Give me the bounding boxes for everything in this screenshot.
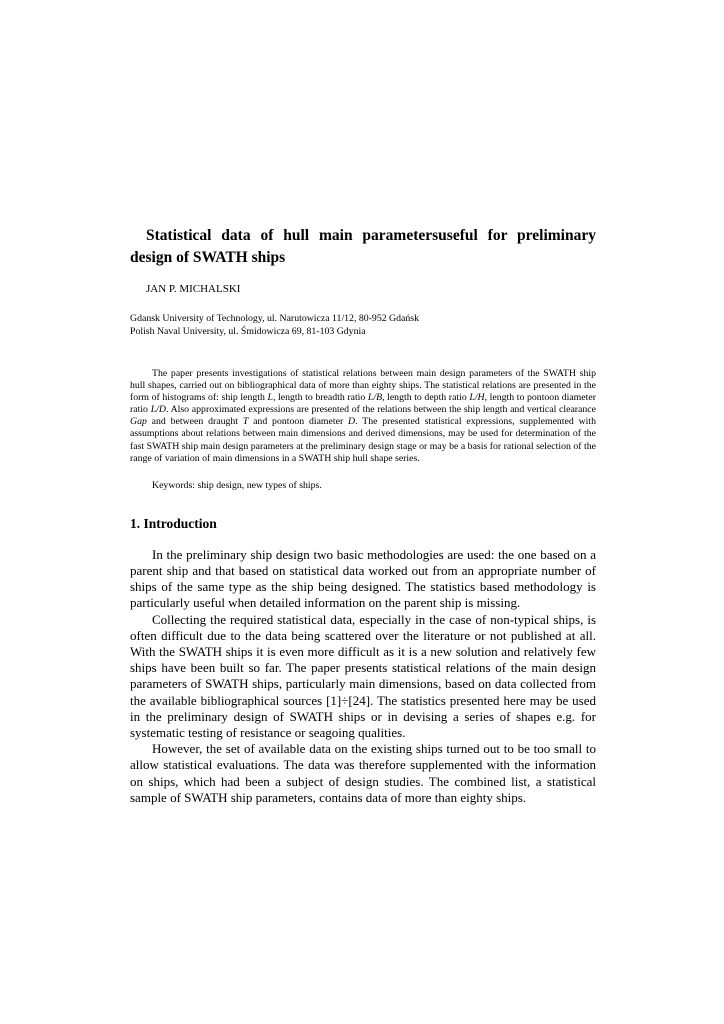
keywords-line: Keywords: ship design, new types of ships. — [152, 479, 322, 491]
intro-paragraph: Collecting the required statistical data, especially in the case of non-typical ships, is often difficult due to the data being scattered over the literature or not published at all. With the SWATH ships it is even more difficult as it is a new solution and relatively few ships have been built so far. The paper presents statistical relations of the main design parameters of SWATH ships, particularly main dimensions, based on data collected from the available bibliographical sources [1]÷[24]. The statistics presented here may be used in the preliminary design of SWATH ships or in devising a series of shapes e.g. for systematic testing of resistance or seagoing qualities. — [130, 611, 596, 740]
introduction-body — [130, 547, 596, 806]
intro-paragraph: In the preliminary ship design two basic methodologies are used: the one based on a parent ship and that based on statistical data worked out from an appropriate number of ships of the same type as the ship being designed. The statistics based methodology is particularly useful when detailed information on the parent ship is missing. — [130, 546, 596, 611]
abstract-paragraph: The paper presents investigations of statistical relations between main design parameters of the SWATH ship hull shapes, carried out on bibliographical data of more than eighty ships. The statistical relations are presented in the form of histograms of: ship length L, length to breadth ratio L/B, length to depth ratio L/H, length to pontoon diameter ratio L/D. Also approximated expressions are presented of the relations between the ship length and vertical clearance Gap and between draught T and pontoon diameter D. The presented statistical expressions, supplemented with assumptions about relations between main dimensions and derived dimensions, may be used for determination of the fast SWATH ship main design parameters at the preliminary design stage or may be a basis for rational selection of the range of variation of main dimensions in a SWATH ship hull shape series. — [130, 368, 597, 464]
affiliations — [130, 312, 596, 338]
affiliation-line: Polish Naval University, ul. Śmidowicza 69, 81-103 Gdynia — [130, 326, 366, 337]
section-heading-introduction: 1. Introduction — [130, 515, 217, 531]
author-name: JAN P. MICHALSKI — [146, 283, 241, 295]
intro-paragraph: However, the set of available data on the existing ships turned out to be too small to allow statistical evaluations. The data was therefore supplemented with the information on ships, which had been a subject of design studies. The combined list, a statistical sample of SWATH ship parameters, contains data of more than eighty ships. — [130, 741, 596, 805]
affiliation-line: Gdansk University of Technology, ul. Narutowicza 11/12, 80-952 Gdańsk — [130, 313, 419, 324]
paper-title: Statistical data of hull main parametersuseful for preliminary design of SWATH ships — [130, 227, 596, 266]
paper-content — [130, 225, 596, 806]
